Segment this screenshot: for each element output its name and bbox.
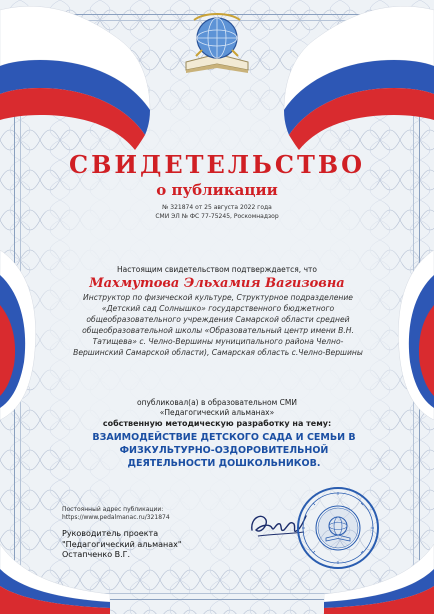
- published-statement: опубликовал(а) в образовательном СМИ: [136, 398, 297, 407]
- certificate-title: СВИДЕТЕЛЬСТВО: [68, 150, 366, 179]
- recipient-name: Махмутова Эльхамия Вагизовна: [89, 276, 345, 291]
- round-stamp-icon: [296, 486, 380, 570]
- recipient-description: Инструктор по физической культуре, Структурное подразделение «Детский сад Солнышко» государственного бюджетного общеобразовательного учреждения Самарской области средней общеобразовательной школы «Образовательный центр имени В.Н. Татищева» с. Челно-Вершины муниципального района Челно-Вершинский Самарской области), Самарская область с.Челно-Вершины: [73, 293, 363, 357]
- published-work-type: собственную методическую разработку на тему:: [102, 419, 332, 428]
- publication-topic: ВЗАИМОДЕЙСТВИЕ ДЕТСКОГО САДА И СЕМЬИ В ФИЗКУЛЬТУРНО-ОЗДОРОВИТЕЛЬНОЙ ДЕЯТЕЛЬНОСТИ ДОШКОЛЬНИКОВ.: [92, 432, 356, 469]
- signer-project: "Педагогический альманах": [62, 539, 182, 549]
- registration-number: № 321874 от 25 августа 2022 года: [162, 204, 272, 211]
- media-registration: СМИ ЭЛ № ФС 77-75245, Роскомнадзор: [155, 213, 279, 220]
- address-url[interactable]: https://www.pedalmanac.ru/321874: [62, 514, 170, 521]
- signer-block: [62, 529, 182, 561]
- published-media-name: «Педагогический альманах»: [159, 408, 275, 417]
- globe-book-emblem-icon: [180, 10, 254, 84]
- signer-name: Остапченко В.Г.: [62, 550, 131, 559]
- publication-address: [62, 506, 170, 522]
- certificate-subtitle: о публикации: [156, 181, 278, 199]
- address-label: Постоянный адрес публикации:: [62, 506, 164, 513]
- confirm-text: Настоящим свидетельством подтверждается, что: [117, 265, 317, 274]
- flag-ribbon-top-left: [0, 0, 160, 150]
- flag-ribbon-top-right: [274, 0, 434, 150]
- signer-role: Руководитель проекта: [62, 529, 159, 538]
